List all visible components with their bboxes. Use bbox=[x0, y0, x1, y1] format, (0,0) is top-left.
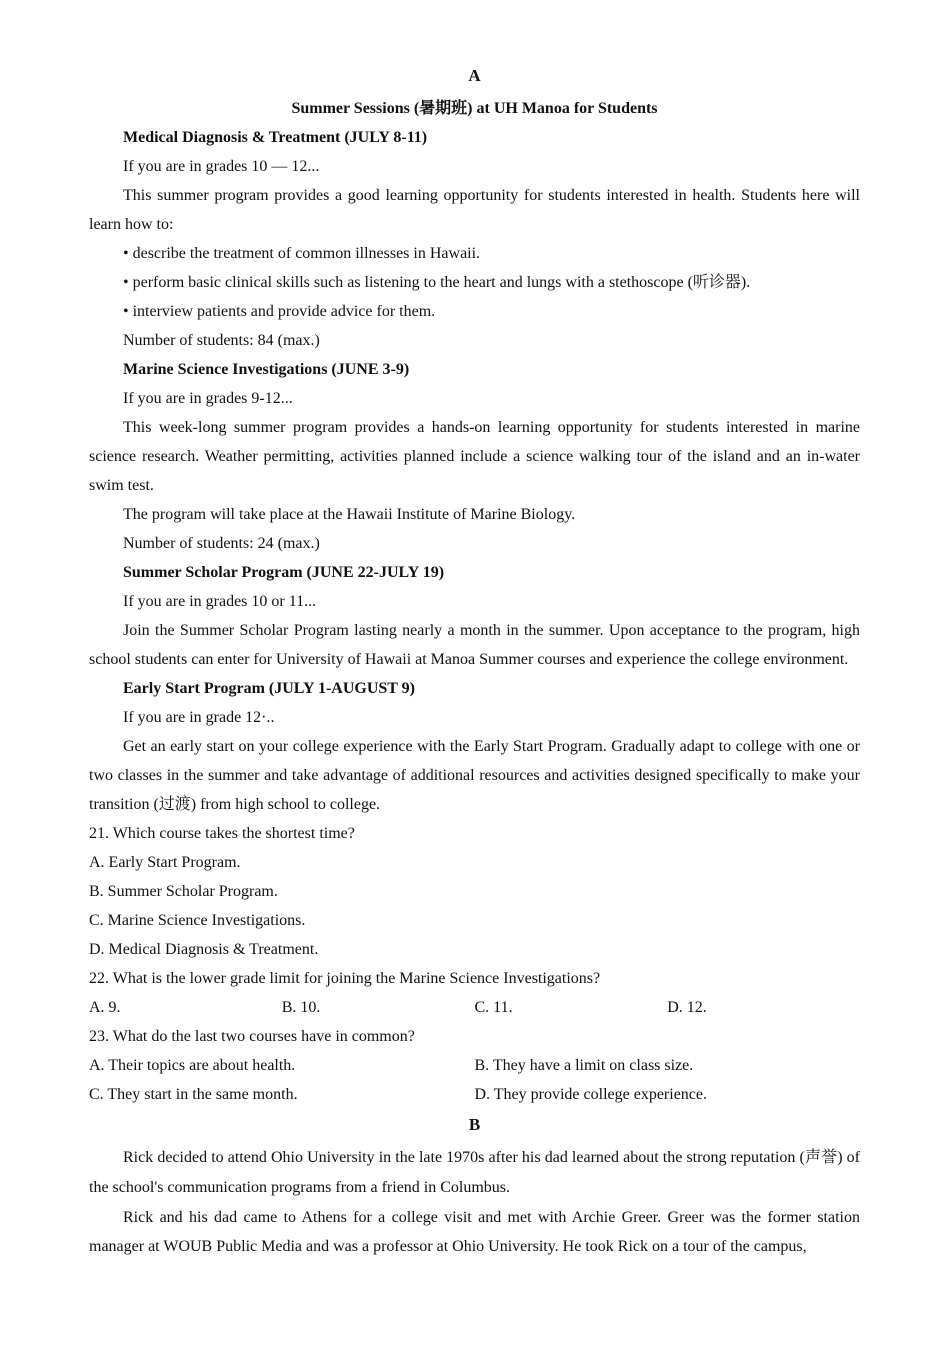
passage-paragraph: Rick decided to attend Ohio University in the late 1970s after his dad learned about the strong reputation (声誉) of the school's communication programs from a friend in Columbus. bbox=[89, 1149, 860, 1196]
options-row bbox=[89, 1080, 860, 1109]
program-description: Join the Summer Scholar Program lasting nearly a month in the summer. Upon acceptance to the program, high school students can enter for University of Hawaii at Manoa Summer courses and experience the college environment. bbox=[89, 622, 860, 668]
answer-option: B. They have a limit on class size. bbox=[474, 1057, 694, 1074]
document-page bbox=[89, 62, 860, 1261]
question-stem: 21. Which course takes the shortest time? bbox=[89, 825, 355, 842]
answer-option: D. They provide college experience. bbox=[474, 1086, 707, 1103]
program-description: This week-long summer program provides a hands-on learning opportunity for students interested in marine science research. Weather permitting, activities planned include a science walking tour of the island and an in-water swim test. bbox=[89, 419, 860, 494]
program-students: Number of students: 24 (max.) bbox=[123, 535, 320, 552]
program-grades: If you are in grade 12·.. bbox=[123, 709, 275, 726]
program-heading: Early Start Program (JULY 1-AUGUST 9) bbox=[123, 680, 415, 697]
program-heading: Summer Scholar Program (JUNE 22-JULY 19) bbox=[123, 564, 445, 581]
passage-title: Summer Sessions (暑期班) at UH Manoa for Students bbox=[291, 100, 658, 117]
section-b-label: B bbox=[468, 1115, 481, 1134]
program-grades: If you are in grades 10 or 11... bbox=[123, 593, 317, 610]
answer-option: A. 9. bbox=[89, 999, 121, 1016]
question-stem: 22. What is the lower grade limit for joining the Marine Science Investigations? bbox=[89, 970, 601, 987]
program-description: This summer program provides a good learning opportunity for students interested in health. Students here will learn how to: bbox=[89, 187, 860, 233]
answer-option: C. 11. bbox=[474, 999, 513, 1016]
section-a-label: A bbox=[468, 66, 481, 85]
program-location: The program will take place at the Hawaii Institute of Marine Biology. bbox=[123, 506, 576, 523]
program-students: Number of students: 84 (max.) bbox=[123, 332, 320, 349]
program-description: Get an early start on your college experience with the Early Start Program. Gradually adapt to college with one or two classes in the summer and take advantage of additional resources and activities designed specifically to make your transition (过渡) from high school to college. bbox=[89, 738, 860, 813]
options-row bbox=[89, 1051, 860, 1080]
answer-option: A. Their topics are about health. bbox=[89, 1057, 296, 1074]
bullet-item: • describe the treatment of common illnesses in Hawaii. bbox=[123, 245, 481, 262]
program-grades: If you are in grades 9-12... bbox=[123, 390, 293, 407]
program-grades: If you are in grades 10 — 12... bbox=[123, 158, 320, 175]
program-heading: Medical Diagnosis & Treatment (JULY 8-11) bbox=[123, 129, 428, 146]
answer-option: D. 12. bbox=[667, 999, 707, 1016]
answer-option: A. Early Start Program. bbox=[89, 854, 241, 871]
answer-option: C. They start in the same month. bbox=[89, 1086, 298, 1103]
answer-option: C. Marine Science Investigations. bbox=[89, 912, 306, 929]
answer-option: B. 10. bbox=[281, 999, 321, 1016]
bullet-item: • interview patients and provide advice for them. bbox=[123, 303, 436, 320]
answer-option: D. Medical Diagnosis & Treatment. bbox=[89, 941, 319, 958]
options-row bbox=[89, 993, 860, 1022]
question-stem: 23. What do the last two courses have in common? bbox=[89, 1028, 415, 1045]
program-heading: Marine Science Investigations (JUNE 3-9) bbox=[123, 361, 410, 378]
bullet-item: • perform basic clinical skills such as listening to the heart and lungs with a stethoscope (听诊器). bbox=[123, 274, 751, 291]
passage-paragraph: Rick and his dad came to Athens for a college visit and met with Archie Greer. Greer was the former station manager at WOUB Public Media and was a professor at Ohio University. He took Rick on a tour of the campus, bbox=[89, 1209, 860, 1255]
answer-option: B. Summer Scholar Program. bbox=[89, 883, 278, 900]
